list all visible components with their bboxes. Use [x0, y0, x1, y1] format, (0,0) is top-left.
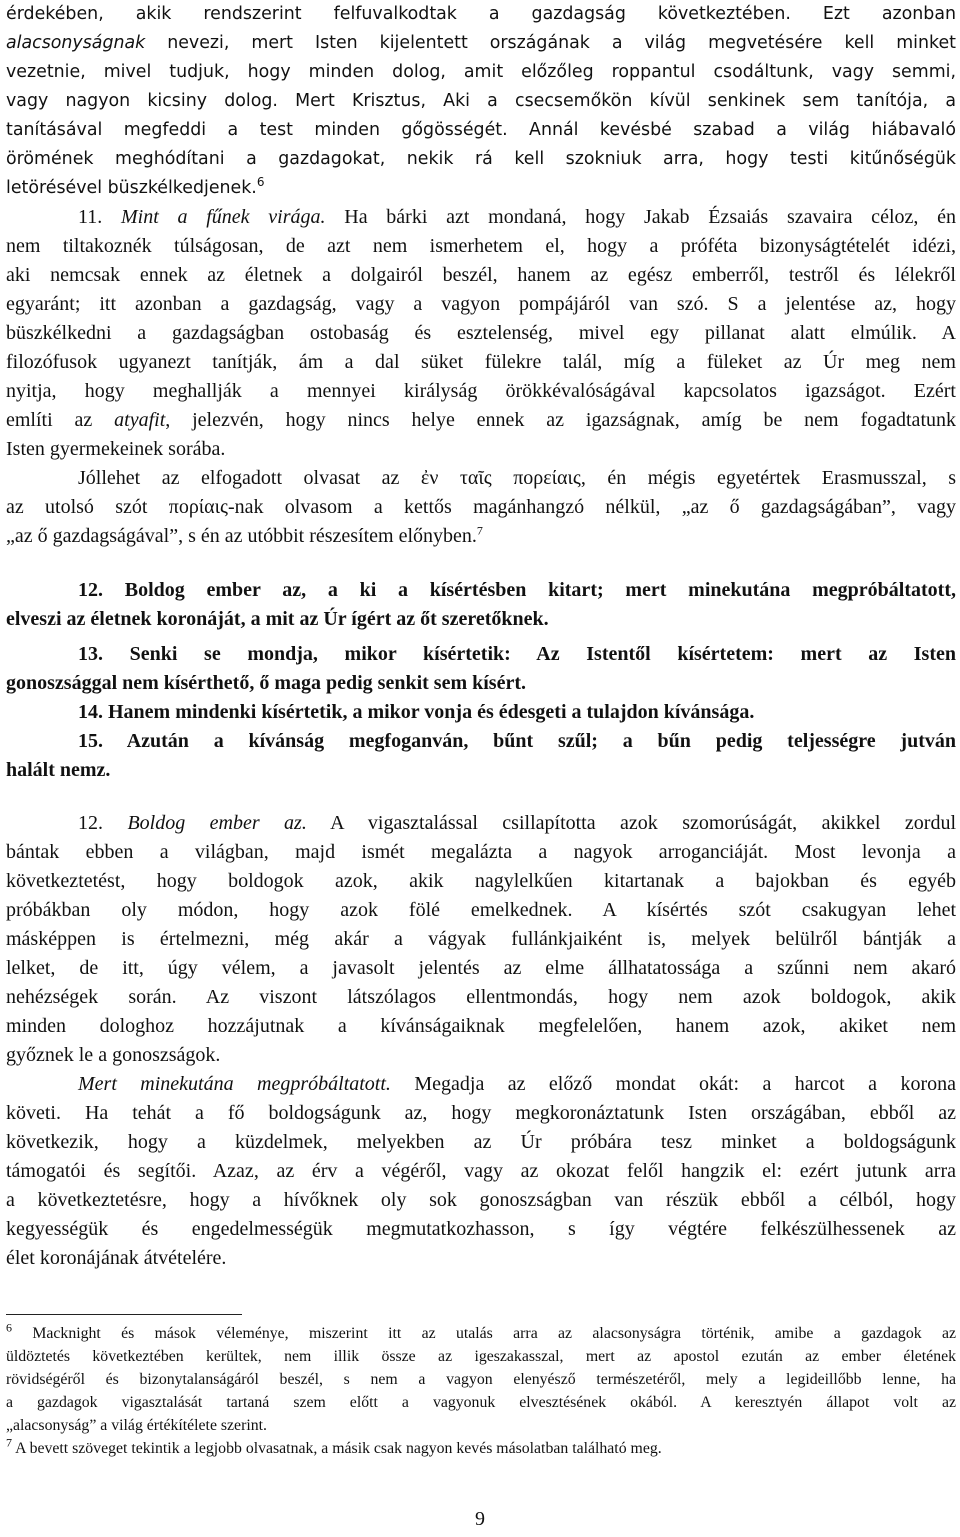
footnote-line: rövidségéről és bizonytalanságáról beszél, s nem a vagyon elenyésző természetéről, mely a legideillőbb lenne, ha [6, 1371, 956, 1388]
verse-12-cont: elveszi az életnek koronáját, a mit az Úr ígért az őt szeretőknek. [6, 608, 549, 630]
text-line: 11. Mint a fűnek virága. Ha bárki azt mondaná, hogy Jakab Ézsaiás szavaira céloz, én [78, 206, 956, 228]
verse-14: 14. Hanem mindenki kísértetik, a mikor vonja és édesgeti a tulajdon kívánsága. [78, 701, 755, 723]
footnote-mark-6: 6 [6, 1322, 12, 1335]
text-line: kegyességük és engedelmességük megmutatkozhasson, s így végtére felkészülhessenek az [6, 1218, 956, 1240]
verse-13-cont: gonoszsággal nem kísérthető, ő maga pedig senkit sem kísért. [6, 672, 526, 694]
text-line: büszkélkedni a gazdagságban ostobaság és esztelenség, mivel egy pillanat alatt elmúlik. A [6, 322, 956, 344]
text-line: próbákban oly módon, hogy azok fölé emelkednek. A kísértés szót csakugyan lehet [6, 899, 956, 921]
text-line: az utolsó szót πορίαις-nak olvasom a kettős magánhangzó nélkül, „az ő gazdagságában”, vagy [6, 496, 956, 518]
paragraph-commentary-12b [6, 1070, 956, 1273]
text-line: vagy nagyon kicsiny dolog. Mert Krisztus, Aki a csecsemőkön kívül senkinek sem tanítója, a [6, 91, 956, 111]
text-line: élet koronájának átvételére. [6, 1247, 227, 1269]
text-line: a következtetésre, hogy a hívőknek oly sok gonoszságban van részük ebből a célból, hogy [6, 1189, 956, 1211]
text-line: „az ő gazdagságával”, s én az utóbbit részesítem előnyben.$^7$ [6, 523, 483, 547]
footnote-line: üldöztetés következtében kerültek, nem illik össze az igeszakasszal, mert az apostol ezután az ember életének [6, 1348, 956, 1365]
section-heading: Mint a fűnek virága. [121, 206, 326, 228]
text-line: vezetnie, mivel tudjuk, hogy minden dolog, amit előzőleg roppantul csodáltunk, vagy semmi, [6, 62, 956, 82]
text-line: tanításával megfeddi a test minden gőgösségét. Annál kevésbé szabad a világ hiábavaló [6, 120, 956, 140]
text-line: alacsonyságnak nevezi, mert Isten kijelentett országának a világ megvetésére kell minket [6, 33, 956, 53]
text-line: egyaránt; itt azonban a gazdagság, vagy a vagyon pompájáról van szó. S a jelentése az, hogy [6, 293, 956, 315]
footnote-line: a gazdagok vigasztalását tartaná szem előtt a vagyonuk elvesztésének okából. A keresztyén állapot volt az [6, 1394, 956, 1411]
text-line: nyitja, hogy meghallják a mennyei királyság örökkévalóságával kapcsolatos igazságot. Ezért [6, 380, 956, 402]
footnote-ref-6[interactable]: 6 [256, 175, 265, 190]
text-line: érdekében, akik rendszerint felfuvalkodtak a gazdagság következtében. Ezt azonban [6, 4, 956, 24]
paragraph-reading-note [6, 464, 956, 551]
footnote-mark-7: 7 [6, 1437, 12, 1450]
verse-15: 15. Azután a kívánság megfoganván, bűnt szűl; a bűn pedig teljességre jutván [78, 730, 956, 752]
text-line: következik, hogy a küzdelmek, melyekben az Úr próbára tesz minket a boldogságunk [6, 1131, 956, 1153]
text-line: örömének meghódítani a gazdagokat, nekik rá kell szokniuk arra, hogy testi kitűnőségük [6, 149, 956, 169]
section-heading: Mert minekutána megpróbáltatott. [78, 1073, 391, 1095]
section-heading: Boldog ember az. [127, 812, 307, 834]
text-line: minden dologhoz hozzájutnak a kívánságaiknak megfelelően, hanem azok, akiket nem [6, 1015, 956, 1037]
footnotes [6, 1322, 956, 1460]
text-line: filozófusok ugyanezt tanítják, ám a dal süket fülekre talál, míg a füleket az Úr meg nem [6, 351, 956, 373]
paragraph-commentary-11 [6, 203, 956, 464]
footnote-ref-7[interactable]: 7 [476, 523, 483, 538]
footnote-7: $^7$ A bevett szöveget tekintik a legjobb olvasatnak, a másik csak nagyon kevés másolatban található meg. [6, 1437, 662, 1457]
scripture-block [6, 576, 956, 785]
text-line: Isten gyermekeinek sorába. [6, 438, 226, 460]
text-line: másképpen is értelmezni, még akár a vágyak fullánkjaiként is, melyek belülről bántják a [6, 928, 956, 950]
italic-term: alacsonyságnak [6, 33, 146, 53]
text-line: aki nemcsak ennek az életnek a dolgairól beszél, hanem az egész emberről, testről és lélekről [6, 264, 956, 286]
text-line: támogatói és segítői. Azaz, az érv a végéről, vagy az okozat felől hangzik el: ezért jutunk arra [6, 1160, 956, 1182]
page-number: 9 [475, 1508, 485, 1530]
text-line: letörésével büszkélkedjenek.$^6$ [6, 175, 265, 198]
text-line: Mert minekutána megpróbáltatott. Megadja az előző mondat okát: a harcot a korona [78, 1073, 956, 1095]
text-line: említi az atyafit, jelezvén, hogy nincs helye ennek az igazságnak, amíg be nem fogadtatunk [6, 409, 956, 431]
text-line: győznek le a gonoszságok. [6, 1044, 221, 1066]
paragraph-commentary-12 [6, 809, 956, 1070]
verse-13: 13. Senki se mondja, mikor kísértetik: Az Istentől kísértetem: mert az Isten [78, 643, 956, 665]
text-line: nem tiltakoznék túlságosan, de azt nem ismerhetem el, hogy a próféta bizonyságtételét idézi, [6, 235, 956, 257]
paragraph-continuation [6, 0, 956, 203]
verse-15-cont: halált nemz. [6, 759, 111, 781]
verse-12: 12. Boldog ember az, a ki a kísértésben kitart; mert minekutána megpróbáltatott, [78, 579, 956, 601]
footnote-divider [6, 1314, 242, 1315]
text-line: következtetést, hogy boldogok azok, akik nagylelkűen kitartanak a bajokban és egyéb [6, 870, 956, 892]
footnote-6: $^6$ Macknight és mások véleménye, miszerint itt az utalás arra az alacsonyságra történik, amibe a gazdagok az [6, 1322, 956, 1342]
text-line: bántak ebben a világban, majd ismét megalázta a nagyok arroganciáját. Most levonja a [6, 841, 956, 863]
text-line: lelket, de itt, úgy vélem, a javasolt jelentés az elme állhatatossága a szűnni nem akaró [6, 957, 956, 979]
text-line: 12. Boldog ember az. A vigasztalással csillapította azok szomorúságát, akikkel zordul [78, 812, 956, 834]
text-line: nehézségek során. Az viszont látszólagos ellentmondás, hogy nem azok boldogok, akik [6, 986, 956, 1008]
footnote-line: „alacsonyság” a világ értékítélete szerint. [6, 1417, 267, 1434]
text-line: követi. Ha tehát a fő boldogságunk az, hogy megkoronáztatunk Isten országában, ebből az [6, 1102, 956, 1124]
text-line: Jóllehet az elfogadott olvasat az ἐν ταῖς πορείαις, én mégis egyetértek Erasmusszal, s [78, 467, 956, 489]
italic-term: atyafit [114, 409, 166, 431]
